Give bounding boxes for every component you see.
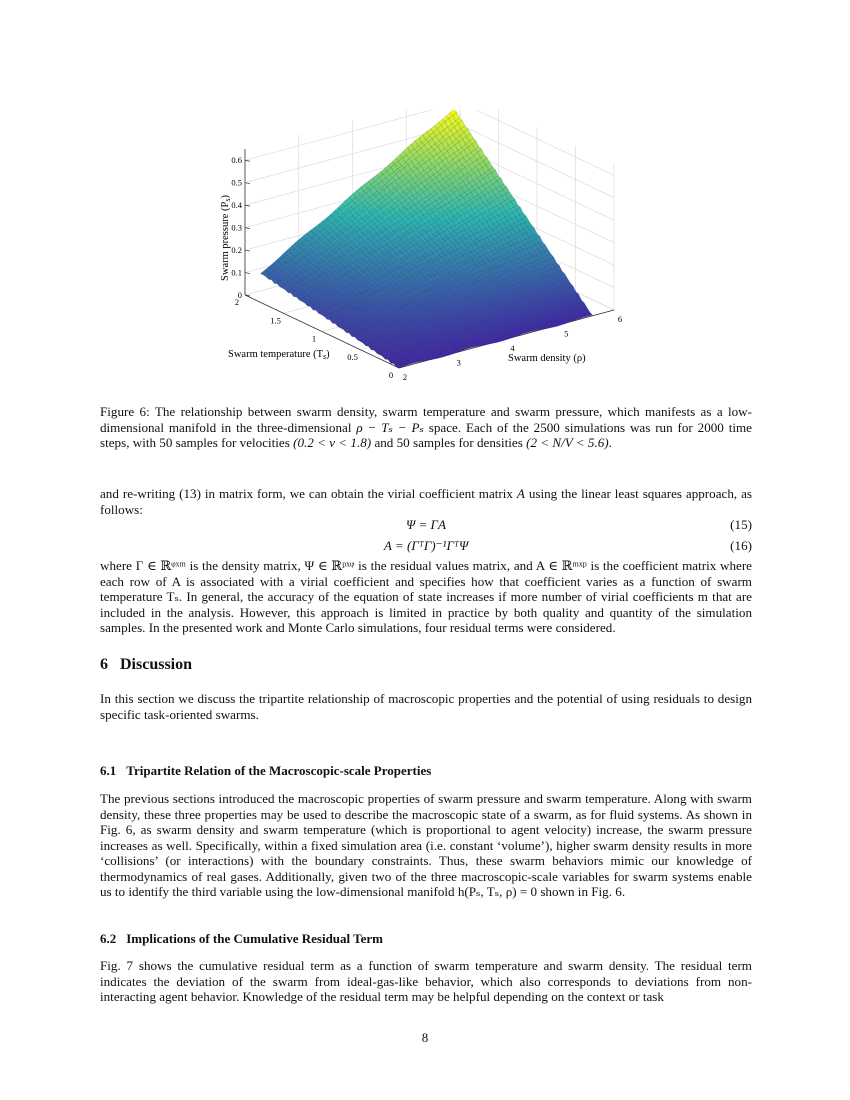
z-tick (245, 160, 250, 161)
subsection-heading-tripartite (100, 763, 431, 779)
equation-number: (16) (730, 538, 752, 553)
y-axis-label: Swarm density (ρ) (508, 353, 586, 364)
y-tick-label: 6 (617, 314, 623, 324)
x-tick-label: 0 (388, 370, 394, 380)
z-axis-label: Swarm pressure (Ps) (220, 195, 232, 281)
paragraph-matrix-definitions: where Γ ∈ ℝᵠˣᵐ is the density matrix, Ψ ∈ ℝᵖˣᵠ is the residual values matrix, and A ∈ ℝᵐˣᵖ is the coefficient matrix where each row of A is associated with a virial coefficient and specifies how that coefficient varies as a function of swarm temperature Tₛ. In general, the accuracy of the equation of state increases if more number of virial coefficients m that are included in the analysis. However, this approach is limited in practice by both quality and quantity of the simulation samples. In the presented work and Monte Carlo simulations, four residual terms were considered. (100, 558, 752, 635)
z-tick (245, 273, 250, 274)
surface-plot (180, 110, 660, 380)
subsection-number: 6.2 (100, 931, 117, 946)
caption-math-1: ρ − Tₛ − Pₛ (356, 419, 424, 435)
section-heading-discussion (100, 656, 192, 674)
caption-text-4: . (608, 435, 612, 450)
x-axis-label: Swarm temperature (Ts) (228, 349, 330, 361)
z-tick-label: 0 (237, 290, 242, 300)
x-tick-label: 0.5 (347, 351, 358, 362)
equation-15 (100, 517, 752, 535)
figure-caption (100, 404, 752, 451)
caption-text-1: The relationship between swarm density, swarm temperature and swarm pressure, which manifests as a low-dimensional manifold in the three-dimensional (100, 404, 753, 435)
page-number: 8 (421, 1030, 429, 1045)
subsection-title: Tripartite Relation of the Macroscopic-scale Properties (126, 763, 432, 778)
y-tick-label: 4 (510, 343, 515, 353)
z-tick (245, 183, 250, 184)
x-tick-label: 1.5 (270, 315, 281, 326)
caption-math-2: (0.2 < v < 1.8) (293, 435, 372, 450)
z-tick (245, 205, 250, 206)
z-tick-label: 0.6 (231, 155, 242, 166)
z-tick-label: 0.5 (231, 177, 242, 188)
pressure-surface (260, 110, 592, 368)
x-tick-label: 1 (311, 333, 317, 344)
subsection-heading-residual (100, 931, 383, 947)
y-tick-label: 2 (402, 372, 408, 380)
caption-text-2: space. Each of the 2500 simulations was run for 2000 time steps, with 50 samples for velocities (100, 419, 752, 450)
paragraph-discussion-intro: In this section we discuss the tripartite relationship of macroscopic properties and the potential of using residuals to design specific task-oriented swarms. (100, 691, 752, 722)
paragraph-tripartite: The previous sections introduced the macroscopic properties of swarm pressure and swarm temperature. Along with swarm density, these three properties may be used to describe the macroscopic state of a swarm, as for fluid systems. As shown in Fig. 6, as swarm density and swarm temperature (which is proportional to agent velocity) increase, the swarm pressure increases as well. Specifically, within a fixed simulation area (i.e. constant ‘volume’), higher swarm density results in more ‘collisions’ (or interactions) with the boundary constraints. Thus, these swarm behaviors mimic our knowledge of thermodynamics of real gases. Additionally, given two of the three macroscopic-scale variables for swarm systems enable us to identify the third variable using the low-dimensional manifold h(Pₛ, Tₛ, ρ) = 0 shown in Fig. 6. (100, 791, 752, 899)
paragraph-text: using the linear least squares approach, as follows: (100, 486, 752, 517)
z-tick (245, 228, 250, 229)
y-tick-label: 5 (564, 328, 569, 339)
equation-body: Ψ = ΓA (405, 517, 447, 532)
equation-16 (100, 538, 752, 556)
caption-label: Figure 6: (100, 404, 150, 419)
z-tick (245, 295, 250, 296)
caption-text-3: and 50 samples for densities (374, 435, 523, 450)
y-tick-label: 3 (456, 357, 461, 368)
z-tick (245, 250, 250, 251)
section-number: 6 (100, 656, 108, 673)
paragraph-text: and re-writing (13) in matrix form, we can obtain the virial coefficient matrix (100, 486, 513, 501)
z-tick-label: 0.1 (231, 267, 242, 278)
math-symbol: A (516, 486, 525, 501)
subsection-number: 6.1 (100, 763, 117, 778)
equation-number: (15) (730, 517, 752, 532)
equation-body: A = (ΓᵀΓ)⁻¹ΓᵀΨ (383, 538, 469, 553)
section-title: Discussion (120, 656, 193, 673)
subsection-title: Implications of the Cumulative Residual Term (126, 931, 384, 946)
paragraph-intro-matrix (100, 486, 752, 517)
caption-math-3: (2 < N/V < 5.6) (526, 435, 609, 450)
z-tick-label: 0.2 (231, 245, 242, 256)
z-tick-label: 0.3 (231, 222, 242, 233)
x-tick-label: 2 (234, 297, 240, 307)
paragraph-residual: Fig. 7 shows the cumulative residual term as a function of swarm temperature and swarm density. The residual term indicates the deviation of the swarm from ideal-gas-like behavior, which also corresponds to deviations from non-interacting agent behavior. Knowledge of the residual term may be helpful depending on the context or task (100, 958, 752, 1004)
z-tick-label: 0.4 (231, 200, 242, 211)
